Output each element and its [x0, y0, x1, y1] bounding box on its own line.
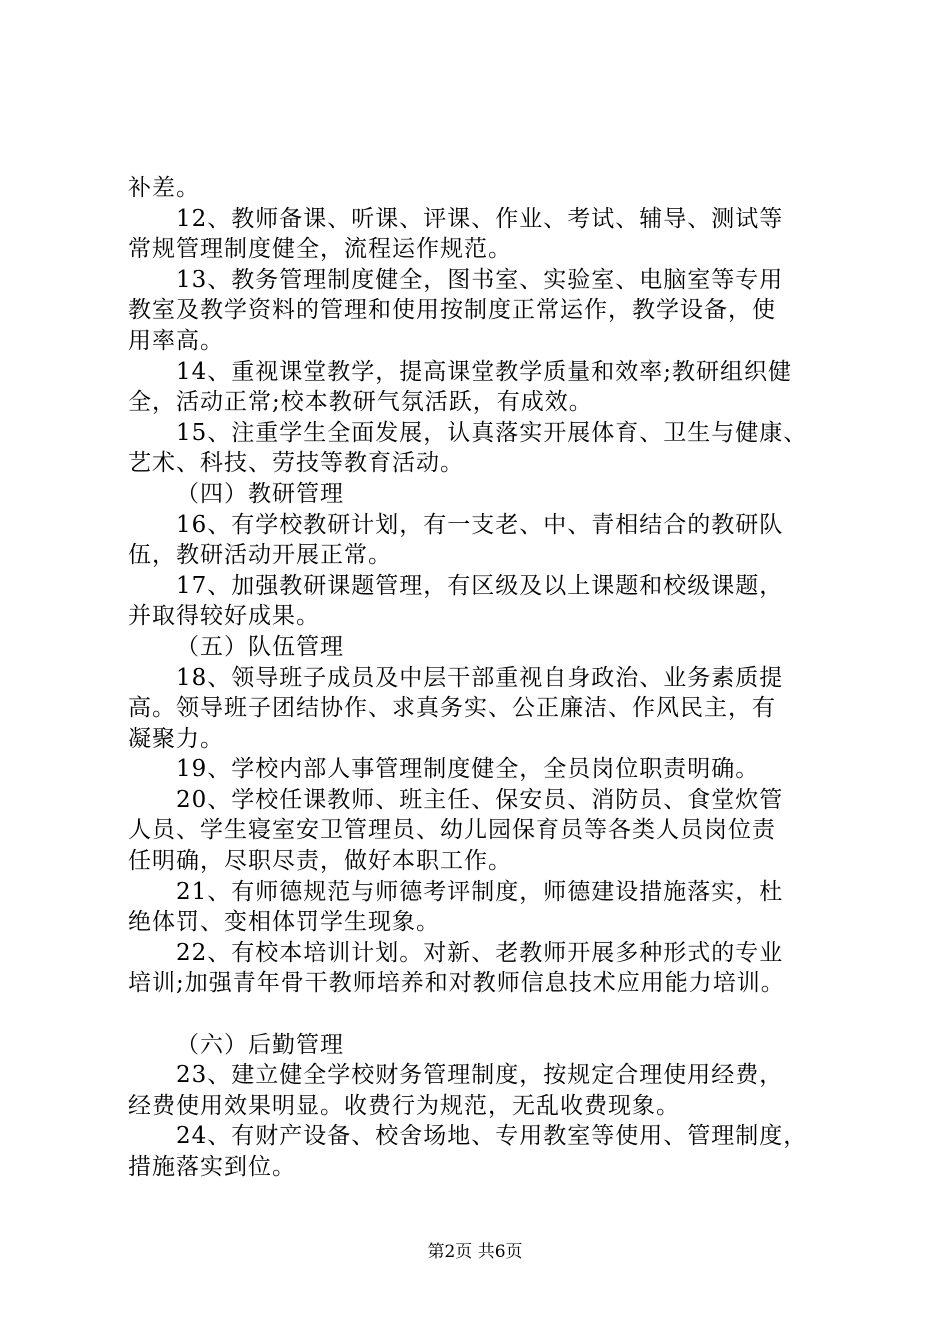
text-line: 教室及教学资料的管理和使用按制度正常运作，教学设备，使: [128, 297, 776, 324]
text-line: 21、有师德规范与师德考评制度，师德建设措施落实，杜: [176, 878, 784, 905]
text-line: 凝聚力。: [128, 725, 224, 752]
blank-line: [128, 999, 832, 1030]
text-line: 18、领导班子成员及中层干部重视自身政治、业务素质提: [176, 664, 784, 691]
text-line: 用率高。: [128, 327, 224, 354]
text-line: 19、学校内部人事管理制度健全，全员岗位职责明确。: [176, 756, 760, 783]
text-line: 14、重视课堂教学，提高课堂教学质量和效率;教研组织健: [176, 358, 793, 385]
text-line: 22、有校本培训计划。对新、老教师开展多种形式的专业: [176, 939, 784, 966]
text-line: 16、有学校教研计划，有一支老、中、青相结合的教研队: [176, 511, 784, 538]
text-line: 23、建立健全学校财务管理制度，按规定合理使用经费，: [176, 1062, 784, 1089]
text-line: （五）队伍管理: [176, 633, 344, 660]
page-footer: 第2页 共6页: [427, 1242, 523, 1262]
text-line: 经费使用效果明显。收费行为规范，无乱收费现象。: [128, 1092, 680, 1119]
text-line: 绝体罚、变相体罚学生现象。: [128, 909, 440, 936]
text-line: 补差。: [128, 175, 200, 201]
text-line: 24、有财产设备、校舍场地、专用教室等使用、管理制度，: [176, 1123, 808, 1150]
text-line: 措施落实到位。: [128, 1154, 296, 1180]
text-line: （四）教研管理: [176, 480, 344, 507]
text-line: 培训;加强青年骨干教师培养和对教师信息技术应用能力培训。: [128, 970, 785, 997]
text-line: 常规管理制度健全，流程运作规范。: [128, 236, 512, 263]
text-line: 12、教师备课、听课、评课、作业、考试、辅导、测试等: [176, 205, 784, 232]
text-line: 任明确，尽职尽责，做好本职工作。: [128, 848, 512, 875]
text-line: 17、加强教研课题管理，有区级及以上课题和校级课题，: [176, 572, 784, 599]
document-body: [128, 173, 832, 1183]
text-line: 高。领导班子团结协作、求真务实、公正廉洁、作风民主，有: [128, 695, 776, 722]
text-line: 13、教务管理制度健全，图书室、实验室、电脑室等专用: [176, 266, 784, 293]
text-line: 人员、学生寝室安卫管理员、幼儿园保育员等各类人员岗位责: [128, 817, 776, 844]
text-line: （六）后勤管理: [176, 1031, 344, 1058]
text-line: 并取得较好成果。: [128, 603, 320, 630]
text-line: 伍，教研活动开展正常。: [128, 542, 392, 569]
text-line: 20、学校任课教师、班主任、保安员、消防员、食堂炊管: [176, 786, 784, 813]
text-line: 艺术、科技、劳技等教育活动。: [128, 450, 464, 477]
text-line: 15、注重学生全面发展，认真落实开展体育、卫生与健康、: [176, 419, 808, 446]
text-line: 全，活动正常;校本教研气氛活跃，有成效。: [128, 389, 593, 416]
